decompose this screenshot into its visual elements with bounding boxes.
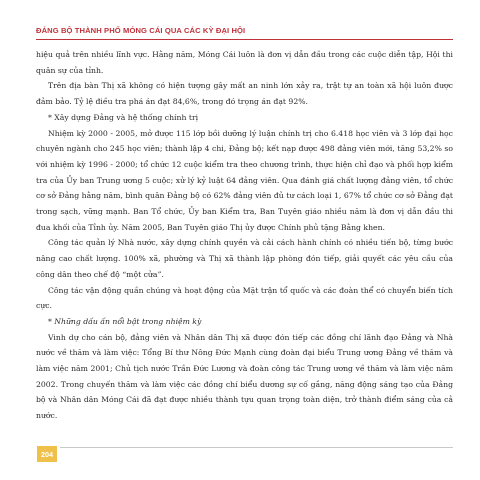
paragraph-4: Công tác quản lý Nhà nước, xây dựng chính quyền và cải cách hành chính có nhiều tiến bộ, từng bước nâng cao chất lượng. 100% xã, phường và Thị xã thành lập phòng đón tiếp, giải quyết các yêu cầu của công dân theo chế độ “một cửa”. bbox=[36, 238, 453, 279]
paragraph-5: Công tác vận động quần chúng và hoạt động của Mặt trận tổ quốc và các đoàn thể có chuyển biến tích cực. bbox=[36, 285, 453, 311]
section-heading-party-building: * Xây dựng Đảng và hệ thống chính trị bbox=[48, 112, 199, 122]
running-header: ĐẢNG BỘ THÀNH PHỐ MÓNG CÁI QUA CÁC KỲ ĐẠI HỘI bbox=[36, 26, 246, 35]
section-heading-highlights: * Những dấu ấn nổi bật trong nhiệm kỳ bbox=[48, 316, 202, 326]
footer-divider bbox=[60, 447, 453, 448]
paragraph-2: Trên địa bàn Thị xã không có hiện tượng gây mất an ninh lớn xảy ra, trật tự an toàn xã hội luôn được đảm bảo. Tỷ lệ điều tra phá án đạt 84,6%, trong đó trọng án đạt 92%. bbox=[36, 81, 453, 107]
page-number: 204 bbox=[37, 446, 57, 462]
paragraph-3: Nhiệm kỳ 2000 - 2005, mở được 115 lớp bồi dưỡng lý luận chính trị cho 6.418 học viên và 3 lớp đại học chuyên ngành cho 245 học viên; thành lập 4 chi, Đảng bộ; kết nạp được 498 đảng viên mới, tăng 53,2% so với nhiệm kỳ 1996 - 2000; tổ chức 12 cuộc kiểm tra theo chương trình, thực hiện chỉ đạo và phối hợp kiểm tra của Ủy ban Trung ương 5 cuộc; xử lý kỷ luật 64 đảng viên. Qua đánh giá chất lượng đảng viên, tổ chức cơ sở Đảng hằng năm, bình quân Đảng bộ có 62% đảng viên đủ tư cách loại 1, 67% tổ chức cơ sở Đảng đạt trong sạch, vững mạnh. Ban Tổ chức, Ủy ban Kiểm tra, Ban Tuyên giáo nhiều năm là đơn vị dẫn đầu thi đua khối của Tỉnh ủy. Năm 2005, Ban Tuyên giáo Thị ủy được Chính phủ tặng Bằng khen. bbox=[36, 128, 453, 232]
header-divider bbox=[36, 39, 453, 40]
paragraph-1: hiệu quả trên nhiều lĩnh vực. Hằng năm, Móng Cái luôn là đơn vị dẫn đầu trong các cuộc diễn tập, Hội thi quân sự của tỉnh. bbox=[36, 50, 453, 75]
body-text bbox=[36, 47, 453, 424]
paragraph-6: Vinh dự cho cán bộ, đảng viên và Nhân dân Thị xã được đón tiếp các đồng chí lãnh đạo Đảng và Nhà nước về thăm và làm việc: Tổng Bí thư Nông Đức Mạnh cùng đoàn đại biểu Trung ương Đảng về thăm và làm việc năm 2001; Chủ tịch nước Trần Đức Lương và đoàn công tác Trung ương về thăm và làm việc năm 2002. Trong chuyến thăm và làm việc các đồng chí biểu dương sự cố gắng, năng động sáng tạo của Đảng bộ và Nhân dân Móng Cái đã đạt được nhiều thành tựu quan trọng toàn diện, trở thành điểm sáng của cả nước. bbox=[36, 332, 453, 421]
